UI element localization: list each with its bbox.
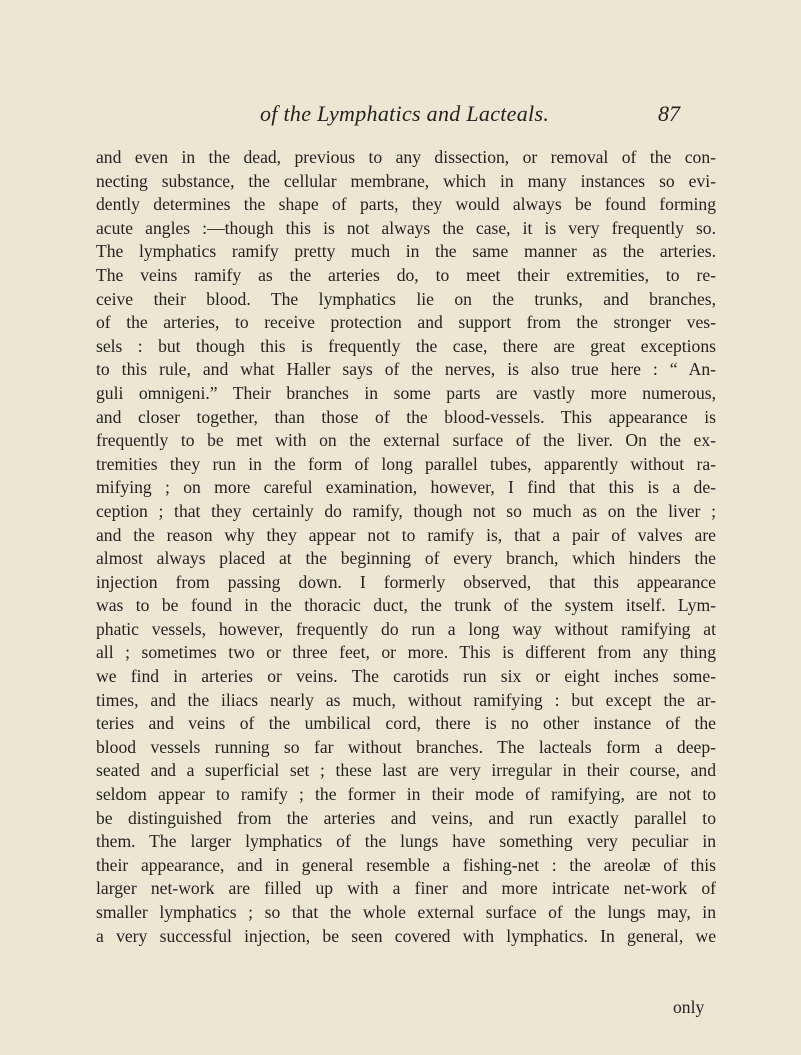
body-text xyxy=(96,146,716,948)
text-line: and even in the dead, previous to any dissection, or removal of the con- xyxy=(96,147,716,167)
text-line: larger net-work are filled up with a finer and more intricate net-work of xyxy=(96,878,716,899)
text-line: acute angles :—though this is not always the case, it is very frequently so. xyxy=(96,217,716,238)
text-line: sels : but though this is frequently the case, there are great exceptions xyxy=(96,335,716,356)
text-line: The lymphatics ramify pretty much in the same manner as the arteries. xyxy=(96,241,716,262)
text-line: of the arteries, to receive protection and support from the stronger ves- xyxy=(96,312,716,333)
page-number: 87 xyxy=(658,101,680,126)
text-line: tremities they run in the form of long parallel tubes, apparently without ra- xyxy=(96,453,716,474)
text-line: their appearance, and in general resemble a fishing-net : the areolæ of this xyxy=(96,854,716,875)
text-line: and closer together, than those of the blood-vessels. This appearance is xyxy=(96,406,716,427)
text-line: be distinguished from the arteries and veins, and run exactly parallel to xyxy=(96,807,716,828)
text-line: teries and veins of the umbilical cord, there is no other instance of the xyxy=(96,713,716,734)
text-line: ception ; that they certainly do ramify, though not so much as on the liver ; xyxy=(96,500,716,521)
text-line: seldom appear to ramify ; the former in their mode of ramifying, are not to xyxy=(96,784,716,805)
text-line: them. The larger lymphatics of the lungs have something very peculiar in xyxy=(96,831,716,852)
text-line: smaller lymphatics ; so that the whole external surface of the lungs may, in xyxy=(96,902,716,922)
text-line: blood vessels running so far without branches. The lacteals form a deep- xyxy=(96,736,716,757)
text-line: a very successful injection, be seen covered with lymphatics. In general, we xyxy=(96,925,716,946)
page-header xyxy=(260,101,680,131)
text-line: mifying ; on more careful examination, however, I find that this is a de- xyxy=(96,477,716,498)
text-line: almost always placed at the beginning of every branch, which hinders the xyxy=(96,548,716,569)
text-line: ceive their blood. The lymphatics lie on the trunks, and branches, xyxy=(96,288,716,309)
text-line: The veins ramify as the arteries do, to meet their extremities, to re- xyxy=(96,264,716,285)
text-line: phatic vessels, however, frequently do run a long way without ramifying at xyxy=(96,618,716,639)
text-line: guli omnigeni.” Their branches in some parts are vastly more numerous, xyxy=(96,382,716,403)
text-line: seated and a superficial set ; these last are very irregular in their course, and xyxy=(96,760,716,781)
text-line: dently determines the shape of parts, they would always be found forming xyxy=(96,194,716,215)
text-line: all ; sometimes two or three feet, or more. This is different from any thing xyxy=(96,642,716,663)
text-line: necting substance, the cellular membrane, which in many instances so evi- xyxy=(96,170,716,191)
text-line: times, and the iliacs nearly as much, without ramifying : but except the ar- xyxy=(96,689,716,710)
text-line: and the reason why they appear not to ramify is, that a pair of valves are xyxy=(96,524,716,545)
text-line: we find in arteries or veins. The carotids run six or eight inches some- xyxy=(96,666,716,687)
text-line: frequently to be met with on the external surface of the liver. On the ex- xyxy=(96,430,716,451)
text-line: was to be found in the thoracic duct, the trunk of the system itself. Lym- xyxy=(96,595,716,616)
text-line: to this rule, and what Haller says of the nerves, is also true here : “ An- xyxy=(96,359,716,380)
text-line: injection from passing down. I formerly observed, that this appearance xyxy=(96,571,716,592)
running-title: of the Lymphatics and Lacteals. xyxy=(260,101,550,126)
catchword: only xyxy=(673,997,705,1017)
